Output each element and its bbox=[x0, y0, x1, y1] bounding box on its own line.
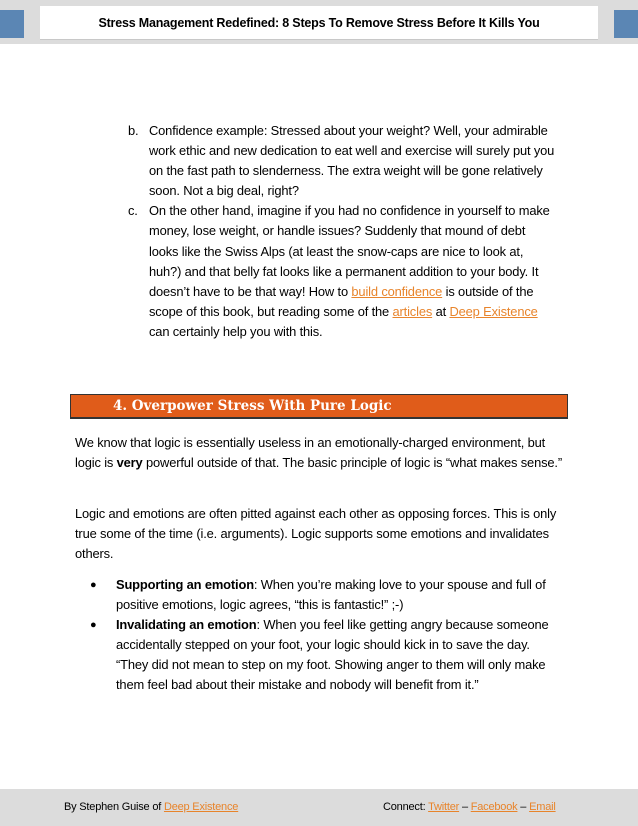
footer-deep-existence-link[interactable]: Deep Existence bbox=[163, 801, 239, 813]
list-item-text: Confidence example: Stressed about your weight? Well, your admirable work ethic and new dedication to eat well and exercise will surely put you on the fast path to slenderness. The extra weight will be gone relatively soon. Not a big deal, right? bbox=[149, 123, 555, 199]
header-title: Stress Management Redefined: 8 Steps To Remove Stress Before It Kills You bbox=[98, 15, 540, 30]
footer-by-text: By Stephen Guise of bbox=[64, 801, 164, 813]
build-confidence-link[interactable]: build confidence bbox=[351, 283, 443, 299]
lettered-list bbox=[128, 121, 558, 342]
text-run: On the other hand, imagine if you had no confidence in yourself to make money, lose weight, or handle issues? Suddenly that mound of debt looks like the Swiss Alps (at least the snow-caps are nice to look at, huh?) and that belly fat looks like a permanent addition to your body. It doesn’t have to be that way! How to bbox=[149, 203, 550, 299]
list-marker: b. bbox=[128, 123, 139, 138]
list-item-c bbox=[128, 201, 558, 342]
header-accent-left bbox=[0, 10, 24, 38]
bullet-label: Supporting an emotion bbox=[116, 577, 254, 592]
footer-separator: – bbox=[517, 801, 530, 813]
section-title: 4. Overpower Stress With Pure Logic bbox=[113, 398, 392, 414]
bullet-text bbox=[116, 615, 560, 695]
footer-connect bbox=[383, 801, 556, 813]
text-run: We know that logic is essentially useless in an emotionally-charged environment, but logic is bbox=[75, 435, 546, 471]
bullet-icon: ● bbox=[90, 619, 97, 632]
page-header bbox=[0, 0, 638, 44]
bullet-icon: ● bbox=[90, 579, 97, 591]
paragraph-logic-emotions: Logic and emotions are often pitted against each other as opposing forces. This is only true some of the time (i.e. arguments). Logic supports some emotions and invalidates others. bbox=[75, 506, 557, 562]
text-run: can certainly help you with this. bbox=[149, 323, 323, 339]
emphasis-very: very bbox=[116, 455, 143, 471]
list-item-b bbox=[128, 121, 558, 201]
text-run: is outside of the scope of this book, but reading some of the bbox=[149, 283, 534, 319]
text-run: : When you’re making love to your spouse and full of positive emotions, logic agrees, “this is fantastic!” ;-) bbox=[116, 577, 546, 613]
footer-separator: – bbox=[459, 801, 471, 813]
articles-link[interactable]: articles bbox=[392, 303, 433, 319]
footer-byline bbox=[64, 801, 238, 813]
email-link[interactable]: Email bbox=[529, 801, 556, 813]
bullet-text bbox=[116, 575, 560, 615]
list-marker: c. bbox=[128, 203, 138, 219]
deep-existence-link[interactable]: Deep Existence bbox=[449, 303, 538, 319]
bullet-item-invalidating bbox=[90, 615, 560, 695]
text-run: : When you feel like getting angry because someone accidentally stepped on your foot, your logic should kick in to save the day. “They did not mean to step on my foot. Showing anger to them will only make them feel bad about their mistake and nobody will benefit from it.” bbox=[116, 617, 549, 693]
paragraph-logic-intro bbox=[75, 433, 565, 473]
text-run: at bbox=[432, 303, 450, 319]
footer-connect-text: Connect: bbox=[383, 801, 429, 813]
header-title-box bbox=[40, 6, 598, 40]
bullet-item-supporting bbox=[90, 575, 560, 615]
facebook-link[interactable]: Facebook bbox=[470, 801, 518, 813]
list-item-text bbox=[149, 201, 558, 342]
bullet-list bbox=[90, 575, 560, 696]
text-run: powerful outside of that. The basic principle of logic is “what makes sense.” bbox=[142, 455, 562, 471]
section-heading-bar bbox=[70, 394, 568, 419]
header-accent-right bbox=[614, 10, 638, 38]
twitter-link[interactable]: Twitter bbox=[428, 801, 460, 813]
bullet-label: Invalidating an emotion bbox=[116, 617, 257, 633]
